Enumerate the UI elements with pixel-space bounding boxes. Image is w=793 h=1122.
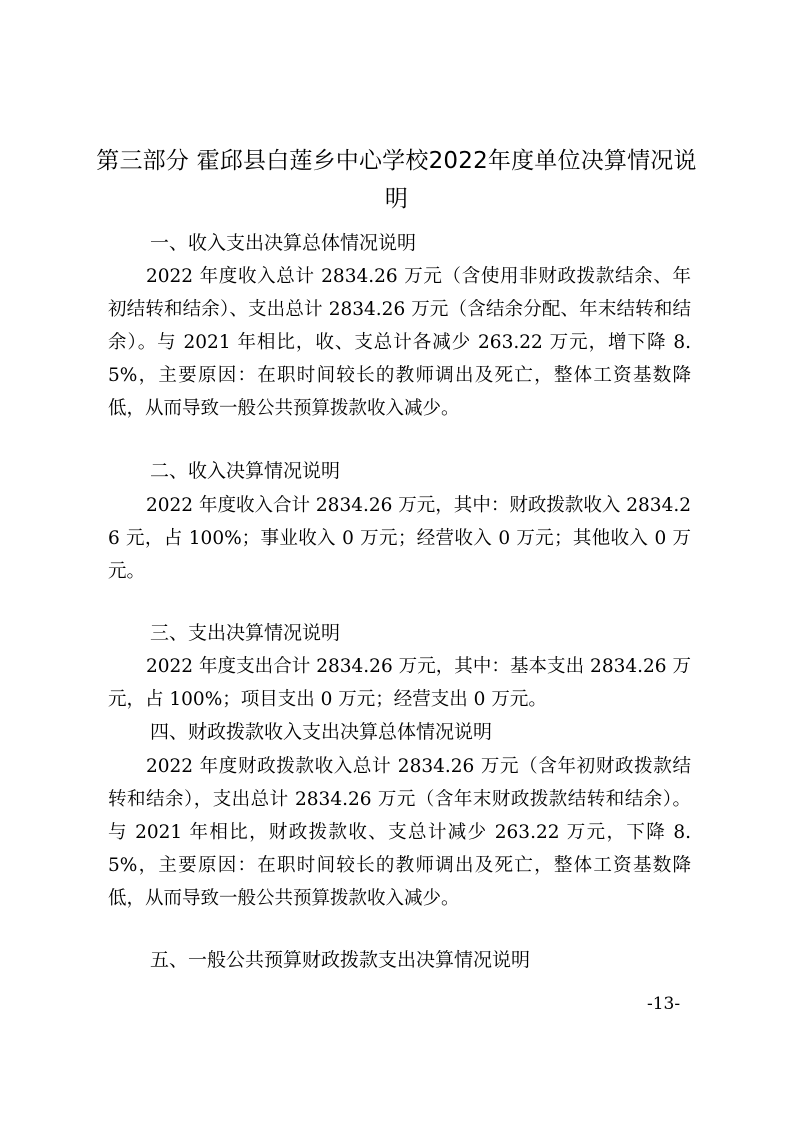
page-title: 第三部分 霍邱县白莲乡中心学校2022年度单位决算情况说明 [96, 148, 697, 212]
section-paragraph-revenue: 2022 年度收入合计 2834.26 万元，其中：财政拨款收入 2834.26 元，占 100%；事业收入 0 万元；经营收入 0 万元；其他收入 0 万元。 [108, 495, 691, 582]
section-paragraph-fiscal-appropriation: 2022 年度财政拨款收入总计 2834.26 万元（含年初财政拨款结转和结余），支出总计 2834.26 万元（含年末财政拨款结转和结余）。与 2021 年相比，财政拨款收、支总计减少 263.22 万元，下降 8.5%，主要原因：在职时间较长的教师调出及死亡，整体工资基数降低，从而导致一般公共预算拨款收入减少。 [108, 756, 691, 909]
section-paragraph-expenditure: 2022 年度支出合计 2834.26 万元，其中：基本支出 2834.26 万元，占 100%；项目支出 0 万元；经营支出 0 万元。 [108, 656, 691, 710]
section-heading-general-public-budget: 五、一般公共预算财政拨款支出决算情况说明 [150, 949, 531, 971]
section-heading-revenue: 二、收入决算情况说明 [150, 460, 341, 482]
section-heading-fiscal-appropriation: 四、财政拨款收入支出决算总体情况说明 [150, 721, 493, 743]
page-number: -13- [647, 994, 681, 1014]
section-heading-expenditure: 三、支出决算情况说明 [150, 622, 341, 644]
section-paragraph-overall-revenue-expenditure: 2022 年度收入总计 2834.26 万元（含使用非财政拨款结余、年初结转和结余）、支出总计 2834.26 万元（含结余分配、年末结转和结余）。与 2021 年相比，收、支总计各减少 263.22 万元，增下降 8.5%，主要原因：在职时间较长的教师调出及死亡，整体工资基数降低，从而导致一般公共预算拨款收入减少。 [108, 266, 691, 419]
section-heading-overall-revenue-expenditure: 一、收入支出决算总体情况说明 [150, 232, 417, 254]
